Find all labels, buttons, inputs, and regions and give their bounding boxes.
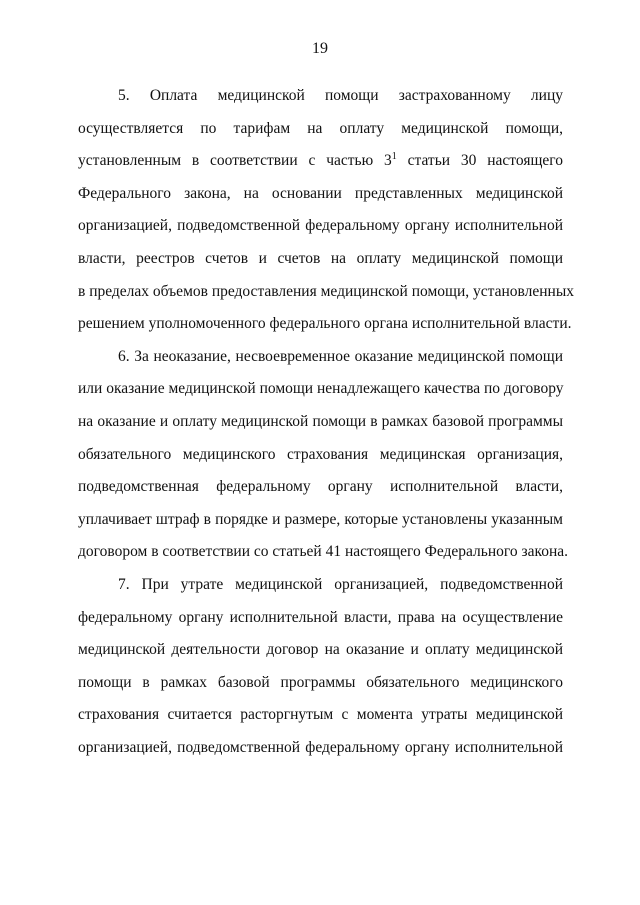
text-line: обязательного медицинского страхования медицинская организация, [78, 445, 563, 463]
superscript: 1 [391, 151, 397, 163]
text-line: решением уполномоченного федерального органа исполнительной власти. [78, 315, 572, 333]
text-line: организацией, подведомственной федеральному органу исполнительной [78, 738, 563, 756]
text-line: медицинской деятельности договор на оказание и оплату медицинской [78, 641, 563, 659]
paragraph-5 [78, 80, 574, 341]
text-line: в пределах объемов предоставления медицинской помощи, установленных [78, 282, 574, 300]
text-line: Федерального закона, на основании представленных медицинской [78, 184, 563, 202]
text-line: договором в соответствии со статьей 41 настоящего Федерального закона. [78, 543, 569, 561]
paragraph-7 [78, 569, 563, 765]
text-line: на оказание и оплату медицинской помощи в рамках базовой программы [78, 412, 563, 430]
text-line: власти, реестров счетов и счетов на оплату медицинской помощи [78, 249, 563, 267]
text-line: подведомственная федеральному органу исполнительной власти, [78, 478, 563, 496]
text-fragment: установленным в соответствии с частью 3 [78, 152, 392, 170]
text-line: федеральному органу исполнительной власти, права на осуществление [78, 608, 563, 626]
text-fragment: статьи 30 настоящего [407, 152, 563, 170]
text-line: уплачивает штраф в порядке и размере, которые установлены указанным [78, 510, 563, 528]
text-line: организацией, подведомственной федеральному органу исполнительной [78, 217, 563, 235]
text-line: помощи в рамках базовой программы обязательного медицинского [78, 673, 563, 691]
text-line: страхования считается расторгнутым с момента утраты медицинской [78, 706, 563, 724]
text-line: осуществляется по тарифам на оплату медицинской помощи, [78, 119, 563, 137]
text-line: 5. Оплата медицинской помощи застрахованному лицу [118, 87, 563, 104]
paragraph-6 [78, 341, 569, 569]
text-line: 6. За неоказание, несвоевременное оказание медицинской помощи [118, 347, 563, 365]
text-line: или оказание медицинской помощи ненадлежащего качества по договору [78, 380, 564, 398]
page-number: 19 [312, 40, 328, 57]
document-body [78, 80, 574, 764]
text-line-with-superscript [78, 145, 563, 178]
text-line: 7. При утрате медицинской организацией, подведомственной [118, 575, 563, 593]
